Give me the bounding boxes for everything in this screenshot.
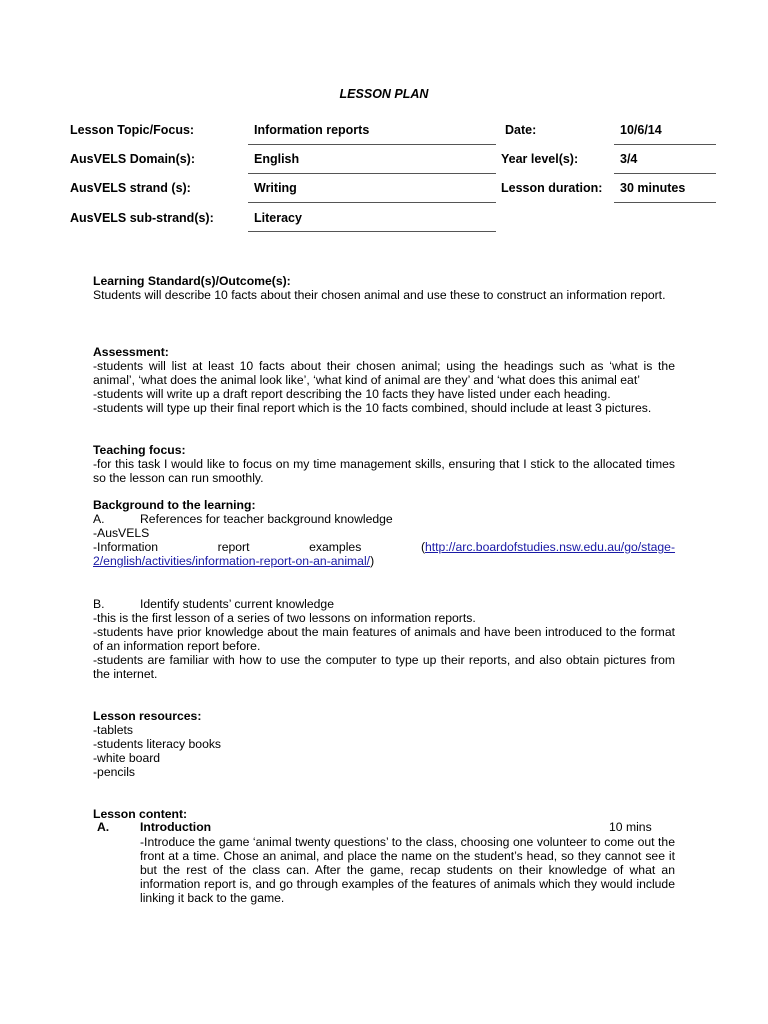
- strand-label: AusVELS strand (s):: [70, 181, 191, 195]
- divider: [614, 202, 716, 203]
- content-section: [93, 807, 675, 821]
- learning-heading: Learning Standard(s)/Outcome(s):: [93, 274, 291, 288]
- background-b-label: B.: [93, 597, 105, 611]
- background-b-row: [93, 597, 675, 611]
- content-title: Introduction: [140, 820, 212, 834]
- strand-value: Writing: [254, 181, 297, 195]
- divider: [614, 144, 716, 145]
- close-paren: ): [370, 554, 375, 568]
- background-a-label: A.: [93, 512, 105, 526]
- lesson-topic-value: Information reports: [254, 123, 370, 137]
- divider: [614, 173, 716, 174]
- background-section: [93, 498, 675, 568]
- year-level-label: Year level(s):: [501, 152, 579, 166]
- assessment-heading: Assessment:: [93, 345, 169, 359]
- resource-item: -students literacy books: [93, 737, 222, 751]
- duration-value: 30 minutes: [620, 181, 686, 195]
- open-paren: (: [420, 540, 425, 554]
- background-b-title: Identify students’ current knowledge: [140, 597, 334, 611]
- sub-strand-label: AusVELS sub-strand(s):: [70, 211, 214, 225]
- date-label: Date:: [505, 123, 537, 137]
- learning-section: [93, 274, 675, 302]
- background-b-item: -students are familiar with how to use the computer to type up their reports, and also obtain pictures from the internet.: [93, 653, 675, 681]
- date-value: 10/6/14: [620, 123, 662, 137]
- resources-heading: Lesson resources:: [93, 709, 202, 723]
- background-a-item-cont: [93, 554, 675, 568]
- duration-label: Lesson duration:: [501, 181, 603, 195]
- domain-label: AusVELS Domain(s):: [70, 152, 196, 166]
- divider: [248, 173, 496, 174]
- background-b-section: [93, 597, 675, 681]
- divider: [248, 231, 496, 232]
- resource-item: -pencils: [93, 765, 135, 779]
- background-a-row: [93, 512, 675, 526]
- paren: [421, 540, 675, 554]
- lesson-topic-label: Lesson Topic/Focus:: [70, 123, 195, 137]
- content-heading: Lesson content:: [93, 807, 188, 821]
- reference-link-cont[interactable]: 2/english/activities/information-report-on-an-animal/: [93, 554, 371, 568]
- background-a-item-text: -Information report examples: [93, 540, 362, 554]
- reference-link[interactable]: http://arc.boardofstudies.nsw.edu.au/go/stage-: [425, 540, 676, 554]
- content-duration: 10 mins: [609, 820, 652, 834]
- teaching-section: [93, 443, 675, 485]
- domain-value: English: [254, 152, 300, 166]
- assessment-item: -students will list at least 10 facts about their chosen animal; using the headings such as ‘what is the animal’, ‘what does the animal look like’, ‘what kind of animal are they’ and ‘what does this animal eat’: [93, 359, 675, 387]
- learning-text: Students will describe 10 facts about their chosen animal and use these to construct an information report.: [93, 288, 666, 302]
- teaching-text: -for this task I would like to focus on my time management skills, ensuring that I stick to the allocated times so the lesson can run smoothly.: [93, 457, 675, 485]
- divider: [248, 202, 496, 203]
- resource-item: -white board: [93, 751, 161, 765]
- content-label: A.: [97, 820, 110, 834]
- assessment-section: [93, 345, 675, 415]
- content-text: -Introduce the game ‘animal twenty questions’ to the class, choosing one volunteer to come out the front at a time. Chose an animal, and place the name on the student’s head, so they cannot see it but the rest of the class can. After the game, recap students on their knowledge of what an information report is, and go through examples of the features of animals which they would include linking it back to the game.: [140, 835, 675, 905]
- sub-strand-value: Literacy: [254, 211, 302, 225]
- background-b-item: -students have prior knowledge about the main features of animals and have been introduced to the format of an information report before.: [93, 625, 675, 653]
- teaching-heading: Teaching focus:: [93, 443, 186, 457]
- resource-item: -tablets: [93, 723, 133, 737]
- page-title: LESSON PLAN: [339, 87, 429, 101]
- assessment-item: -students will type up their final report which is the 10 facts combined, should include at least 3 pictures.: [93, 401, 652, 415]
- assessment-item: -students will write up a draft report describing the 10 facts they have listed under each heading.: [93, 387, 611, 401]
- background-a-title: References for teacher background knowledge: [140, 512, 393, 526]
- background-a-item: -AusVELS: [93, 526, 150, 540]
- year-level-value: 3/4: [620, 152, 638, 166]
- background-a-item: [93, 540, 675, 554]
- background-heading: Background to the learning:: [93, 498, 256, 512]
- resources-section: [93, 709, 675, 779]
- divider: [248, 144, 496, 145]
- background-b-item: -this is the first lesson of a series of two lessons on information reports.: [93, 611, 476, 625]
